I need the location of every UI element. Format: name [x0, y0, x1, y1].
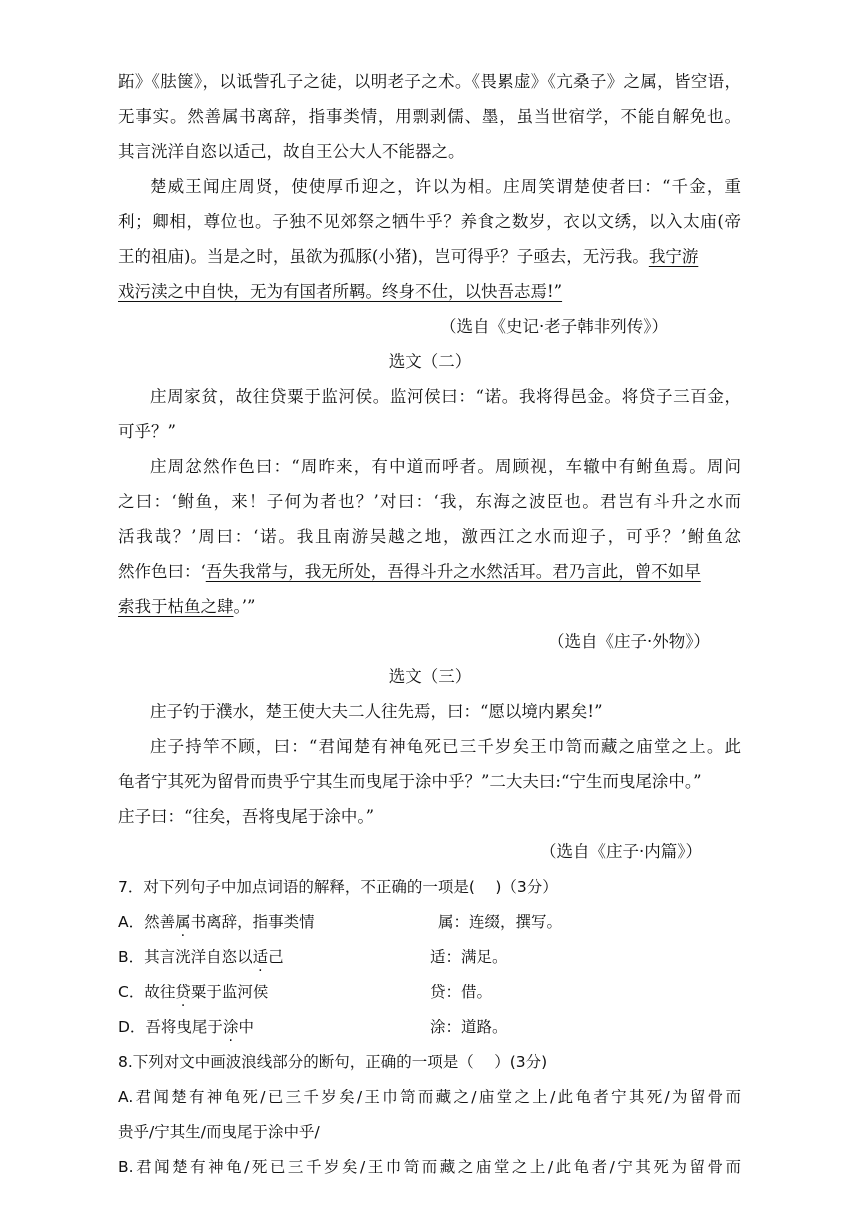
option-text: 中	[238, 1018, 254, 1036]
option-text: A．然善	[118, 913, 176, 931]
question8-option-a-line1: A.君闻楚有神龟死/已三千岁矣/王巾笥而藏之/庙堂之上/此龟者宁其死/为留骨而	[118, 1088, 741, 1106]
passage2-line-5: 活我哉？’周曰：‘诺。我且南游吴越之地，激西江之水而迎子，可乎？’鲋鱼忿	[118, 527, 741, 546]
question7-option-d-gloss: 涂：道路。	[430, 1018, 508, 1036]
passage1-underlined-a: 我宁游	[648, 247, 699, 266]
question7-option-b	[118, 946, 284, 968]
option-text: C．故往	[118, 983, 176, 1001]
question8-option-b-line1: B.君闻楚有神龟/死已三千岁矣/王巾笥而藏之庙堂之上/此龟者/宁其死为留骨而	[118, 1158, 741, 1176]
option-text: D．吾将曳尾于	[118, 1018, 223, 1036]
question7-option-c-gloss: 贷：借。	[430, 983, 493, 1001]
passage2-underlined-b: 索我于枯鱼之肆	[118, 597, 234, 616]
passage2-source: （选自《庄子·外物》）	[548, 632, 710, 651]
passage2-line-6	[118, 561, 701, 583]
dotted-word: 适	[252, 948, 269, 966]
passage3-line-4: 庄子曰：“往矣，吾将曳尾于涂中。”	[118, 807, 375, 826]
passage2-heading: 选文（二）	[388, 352, 472, 371]
question7-option-a	[118, 911, 315, 933]
passage2-line-2: 可乎？”	[118, 422, 176, 441]
passage1-line-1: 跖》《胠箧》，以诋訾孔子之徒，以明老子之术。《畏累虚》《亢桑子》之属，皆空语，	[118, 72, 741, 91]
passage1-line-7-end: !”	[547, 282, 563, 301]
passage1-underlined-b: 戏污渎之中自快，无为有国者所羁。终身不仕，以快吾志焉	[118, 282, 547, 301]
dotted-word: 属	[175, 913, 191, 931]
passage2-line-7	[118, 596, 255, 618]
question8-option-a-line2: 贵乎/宁其生/而曳尾于涂中乎/	[118, 1123, 320, 1141]
question8-stem: 8.下列对文中画波浪线部分的断句，正确的一项是（ ）(3分)	[118, 1053, 548, 1071]
passage1-line-6	[118, 246, 741, 268]
passage1-line-5: 利；卿相，尊位也。子独不见郊祭之牺牛乎？养食之数岁，衣以文绣，以入太庙(帝	[118, 212, 741, 231]
passage2-line-4: 之曰：‘鲋鱼，来！子何为者也？’对曰：‘我，东海之波臣也。君岂有斗升之水而	[118, 492, 741, 511]
question7-option-d	[118, 1016, 254, 1038]
passage3-line-3: 龟者宁其死为留骨而贵乎宁其生而曳尾于涂中乎？”二大夫曰:“宁生而曳尾涂中。”	[118, 772, 702, 791]
passage2-underlined-a: 吾失我常与，我无所处，吾得斗升之水然活耳。君乃言此，曾不如早	[205, 562, 701, 581]
option-text: 己	[268, 948, 284, 966]
question7-stem: 7．对下列句子中加点词语的解释，不正确的一项是( )（3分）	[118, 878, 558, 896]
passage2-line-3: 庄周忿然作色曰：“周昨来，有中道而呼者。周顾视，车辙中有鲋鱼焉。周问	[150, 457, 741, 476]
passage3-source: （选自《庄子·内篇》）	[540, 842, 702, 861]
passage2-line-7-end: 。’”	[233, 597, 256, 616]
passage1-line-2: 无事实。然善属书离辞，指事类情，用剽剥儒、墨，虽当世宿学，不能自解免也。	[118, 107, 741, 126]
passage1-line-4: 楚威王闻庄周贤，使使厚币迎之，许以为相。庄周笑谓楚使者曰：“千金，重	[150, 177, 741, 196]
dotted-word: 涂	[222, 1018, 239, 1036]
option-text: 书离辞，指事类情	[190, 913, 315, 931]
passage1-source: （选自《史记·老子韩非列传》）	[440, 317, 668, 336]
passage3-heading: 选文（三）	[388, 667, 472, 686]
question7-option-b-gloss: 适：满足。	[430, 948, 508, 966]
option-text: B．其言洸洋自恣以	[118, 948, 253, 966]
question7-option-c	[118, 981, 268, 1003]
passage2-line-6-start: 然作色曰：‘	[118, 562, 206, 581]
passage1-line-6-text: 王的祖庙)。当是之时，虽欲为孤豚(小猪)，岂可得乎？子亟去，无污我。	[118, 247, 649, 266]
passage2-line-1: 庄周家贫，故往贷粟于监河侯。监河侯曰：“诺。我将得邑金。将贷子三百金，	[150, 387, 741, 406]
passage1-line-3: 其言洸洋自恣以适己，故自王公大人不能器之。	[118, 142, 465, 161]
question7-option-a-gloss: 属：连缀，撰写。	[438, 913, 563, 931]
option-text: 粟于监河侯	[190, 983, 269, 1001]
passage3-line-2: 庄子持竿不顾，曰：“君闻楚有神龟死已三千岁矣王巾笥而藏之庙堂之上。此	[150, 737, 741, 756]
passage1-line-7	[118, 281, 562, 303]
passage3-line-1: 庄子钓于濮水，楚王使大夫二人往先焉，曰：“愿以境内累矣!”	[150, 702, 603, 721]
dotted-word: 贷	[175, 983, 191, 1001]
